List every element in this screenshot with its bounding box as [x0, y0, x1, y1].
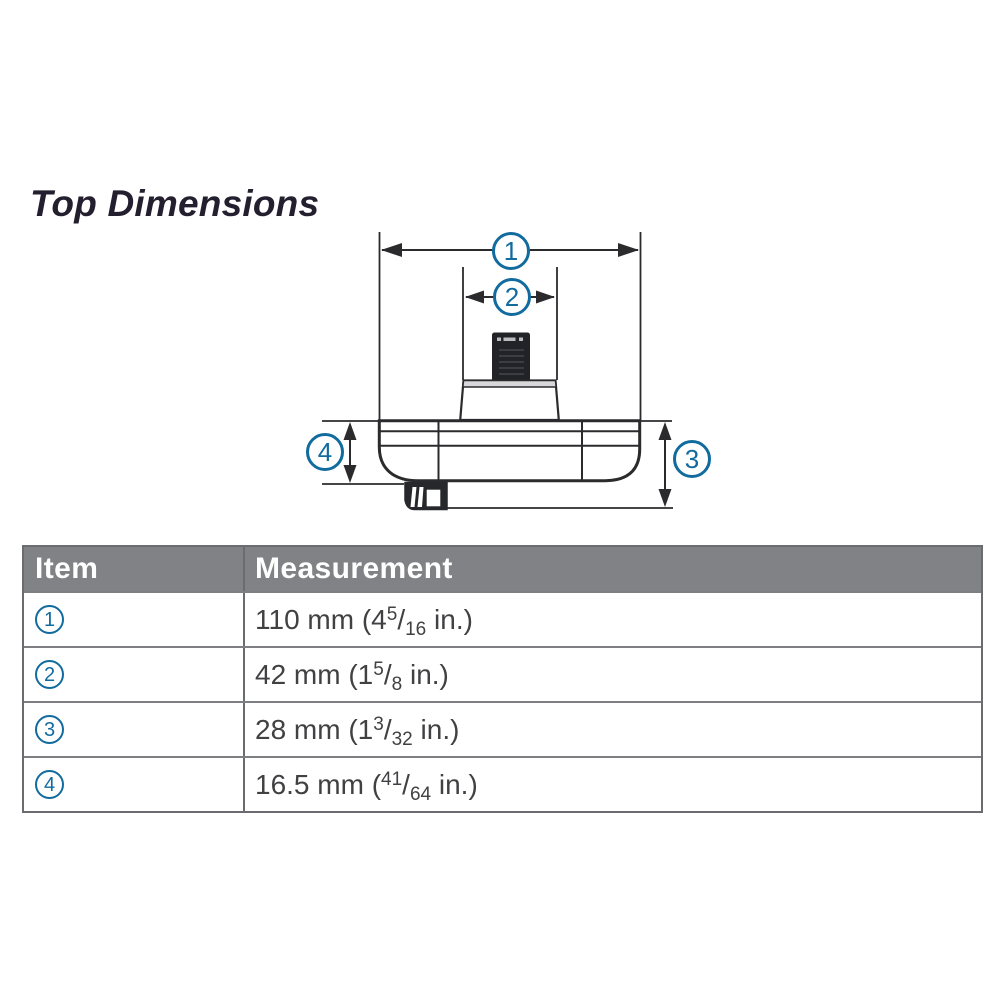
item-cell-2	[24, 648, 245, 701]
item-4-badge	[35, 770, 64, 799]
callout-2-number: 2	[504, 282, 520, 312]
table-row-2	[24, 646, 981, 701]
table-row-1	[24, 591, 981, 646]
item-3-number: 3	[43, 718, 56, 741]
item-4-number: 4	[43, 773, 56, 796]
table-row-3	[24, 701, 981, 756]
dimension-4-arrow	[344, 422, 357, 483]
measurement-value-2: 42 mm ($1^5/_8$ in.)	[255, 658, 449, 695]
mount-stem	[405, 483, 447, 510]
page-title: Top Dimensions	[30, 183, 320, 224]
measurement-value-4: 16.5 mm ($^{41}/_{64}$ in.)	[255, 768, 478, 805]
item-2-number: 2	[43, 663, 56, 686]
item-1-number: 1	[43, 608, 56, 631]
header-cell-measurement	[245, 547, 981, 591]
item-2-badge	[35, 660, 64, 689]
table-row-4	[24, 756, 981, 811]
measurement-value-3: 28 mm ($1^3/_{32}$ in.)	[255, 713, 460, 750]
callout-3-number: 3	[684, 444, 700, 474]
header-cell-item	[24, 547, 245, 591]
callout-2	[493, 278, 531, 316]
item-1-badge	[35, 605, 64, 634]
measurement-cell-2	[245, 648, 981, 701]
dimensions-table	[22, 545, 983, 813]
measurement-cell-4	[245, 758, 981, 811]
item-header-label: Item	[35, 552, 99, 585]
item-cell-3	[24, 703, 245, 756]
measurement-cell-3	[245, 703, 981, 756]
item-cell-1	[24, 593, 245, 646]
table-header-row	[24, 547, 981, 591]
measurement-header-label: Measurement	[255, 552, 453, 585]
item-3-badge	[35, 715, 64, 744]
callout-4-number: 4	[317, 437, 333, 467]
connector-pedestal	[460, 381, 559, 421]
cable-connector-block	[493, 333, 530, 382]
callout-3	[673, 440, 711, 478]
device-body-outline	[379, 421, 639, 481]
callout-1-number: 1	[503, 236, 519, 266]
measurement-cell-1	[245, 593, 981, 646]
measurement-value-1: 110 mm ($4^5/_{16}$ in.)	[255, 603, 473, 640]
dimension-3-arrow	[659, 422, 672, 507]
callout-1	[492, 232, 530, 270]
callout-4	[306, 433, 344, 471]
item-cell-4	[24, 758, 245, 811]
